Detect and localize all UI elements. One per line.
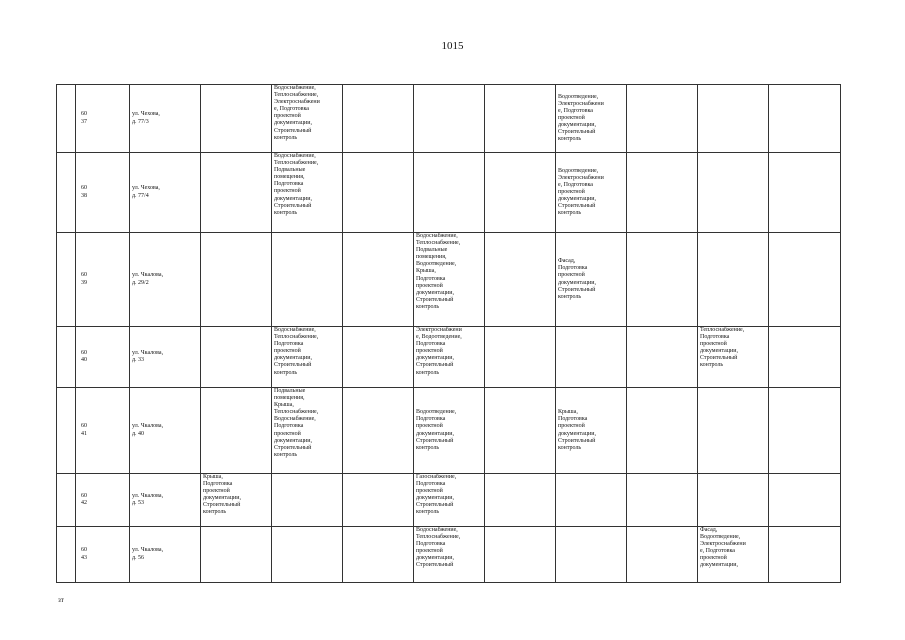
empty-cell [57,327,76,388]
work-cell [485,327,556,388]
row-code: 60 43 [76,527,130,583]
work-cell: Электроснабжени е, Водоотведение, Подготовка проектной документации, Строительный контроль [414,327,485,388]
work-cell [201,527,272,583]
table-row [57,388,841,474]
work-cell [343,153,414,233]
work-cell [769,85,841,153]
work-cell: Водоснабжение, Теплоснабжение, Подвальные помещения, Подготовка проектной документации, Строительный контроль [272,153,343,233]
work-cell [627,327,698,388]
work-cell [201,85,272,153]
table-row [57,85,841,153]
work-cell: Водоотведение, Электроснабжени е, Подготовка проектной документации, Строительный контроль [556,153,627,233]
work-cell [769,388,841,474]
work-cell [201,388,272,474]
work-cell [556,327,627,388]
work-cell: Водоснабжение, Теплоснабжение, Подготовка проектной документации, Строительный контроль [272,327,343,388]
work-cell: Крыша, Подготовка проектной документации, Строительный контроль [556,388,627,474]
work-cell [485,474,556,527]
address-cell: ул. Чехова, д. 77/3 [130,85,201,153]
empty-cell [57,85,76,153]
work-cell: Фасад, Подготовка проектной документации, Строительный контроль [556,233,627,327]
work-cell [343,233,414,327]
address-cell: ул. Чехова, д. 77/4 [130,153,201,233]
work-cell: Водоснабжение, Теплоснабжение, Подготовка проектной документации, Строительный [414,527,485,583]
work-cell [201,153,272,233]
page-number: 1015 [441,40,464,52]
address-cell: ул. Чкалова, д. 56 [130,527,201,583]
work-cell [272,474,343,527]
work-cell: Водоотведение, Электроснабжени е, Подготовка проектной документации, Строительный контроль [556,85,627,153]
work-cell [343,527,414,583]
work-cell [414,153,485,233]
work-cell [769,327,841,388]
address-cell: ул. Чкалова, д. 29/2 [130,233,201,327]
repair-schedule-table [56,84,841,583]
work-cell: Крыша, Подготовка проектной документации, Строительный контроль [201,474,272,527]
work-cell [698,233,769,327]
address-cell: ул. Чкалова, д. 33 [130,327,201,388]
work-cell [769,153,841,233]
work-cell [414,85,485,153]
work-cell [272,233,343,327]
work-cell [698,153,769,233]
table-row [57,527,841,583]
table-row [57,233,841,327]
work-cell: Газоснабжение, Подготовка проектной документации, Строительный контроль [414,474,485,527]
work-cell [627,474,698,527]
work-cell [485,388,556,474]
work-cell: Водоснабжение, Теплоснабжение, Подвальные помещения, Водоотведение, Крыша, Подготовка проектной документации, Строительный контроль [414,233,485,327]
row-code: 60 41 [76,388,130,474]
work-cell: Теплоснабжение, Подготовка проектной документации, Строительный контроль [698,327,769,388]
footer-mark: зт [58,596,64,604]
row-code: 60 38 [76,153,130,233]
row-code: 60 40 [76,327,130,388]
work-cell [769,233,841,327]
row-code: 60 37 [76,85,130,153]
work-cell [343,327,414,388]
table-row [57,474,841,527]
work-cell [627,527,698,583]
work-cell [201,233,272,327]
work-cell [627,233,698,327]
work-cell [627,85,698,153]
work-cell [769,527,841,583]
empty-cell [57,233,76,327]
table-row [57,327,841,388]
work-cell [698,474,769,527]
work-cell [698,85,769,153]
empty-cell [57,527,76,583]
work-cell [485,153,556,233]
work-cell [485,233,556,327]
work-cell: Водоотведение, Подготовка проектной документации, Строительный контроль [414,388,485,474]
work-cell [556,474,627,527]
work-cell: Подвальные помещения, Крыша, Теплоснабжение, Водоснабжение, Подготовка проектной документации, Строительный контроль [272,388,343,474]
work-cell [485,85,556,153]
table-row [57,153,841,233]
work-cell: Фасад, Водоотведение, Электроснабжени е, Подготовка проектной документации, [698,527,769,583]
empty-cell [57,474,76,527]
work-cell [769,474,841,527]
work-cell [343,474,414,527]
work-cell [627,153,698,233]
work-cell [343,85,414,153]
row-code: 60 39 [76,233,130,327]
empty-cell [57,388,76,474]
work-cell: Водоснабжение, Теплоснабжение, Электроснабжени е, Подготовка проектной документации, Строительный контроль [272,85,343,153]
work-cell [201,327,272,388]
empty-cell [57,153,76,233]
work-cell [272,527,343,583]
work-cell [698,388,769,474]
work-cell [556,527,627,583]
work-cell [485,527,556,583]
address-cell: ул. Чкалова, д. 40 [130,388,201,474]
address-cell: ул. Чкалова, д. 53 [130,474,201,527]
work-cell [343,388,414,474]
row-code: 60 42 [76,474,130,527]
work-cell [627,388,698,474]
